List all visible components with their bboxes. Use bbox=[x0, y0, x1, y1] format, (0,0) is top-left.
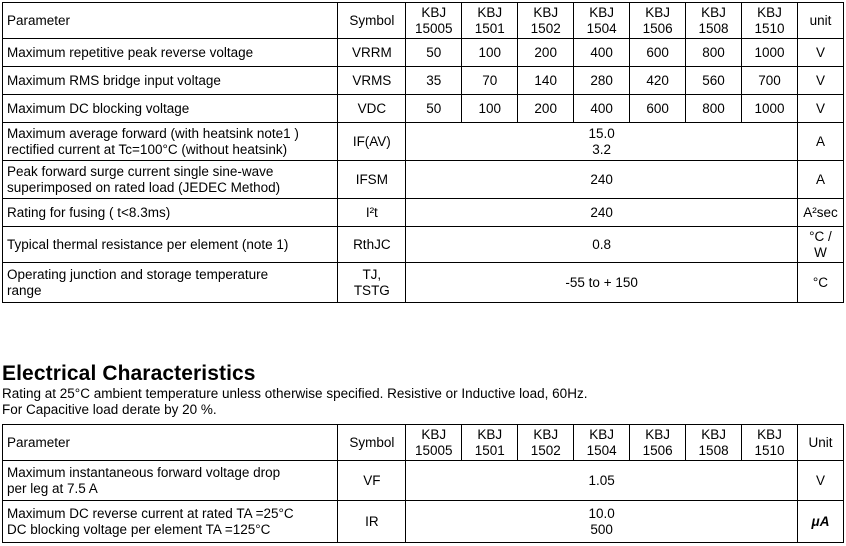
table-row bbox=[3, 123, 844, 161]
symbol-value: IFSM bbox=[338, 161, 406, 199]
header-device-2 bbox=[518, 3, 574, 39]
parameter-line2: per leg at 7.5 A bbox=[7, 480, 98, 496]
parameter-line2: superimposed on rated load (JEDEC Method) bbox=[7, 179, 281, 195]
device-name-line1: KBJ bbox=[701, 5, 726, 20]
parameter-label: Typical thermal resistance per element (note 1) bbox=[3, 227, 338, 263]
unit-value: V bbox=[797, 95, 843, 123]
value-cell: 700 bbox=[742, 67, 798, 95]
device-name-line1: KBJ bbox=[701, 427, 726, 442]
device-name-line2: 1504 bbox=[586, 442, 617, 458]
unit-value: °C / W bbox=[797, 227, 843, 263]
header-symbol: Symbol bbox=[338, 425, 406, 461]
value-cell: 100 bbox=[462, 95, 518, 123]
value-cell: 600 bbox=[630, 39, 686, 67]
device-name-line2: 1506 bbox=[642, 442, 673, 458]
value-cell: 200 bbox=[518, 95, 574, 123]
value-cell: 50 bbox=[406, 95, 462, 123]
value-line2: 3.2 bbox=[592, 141, 612, 157]
device-name-line2: 1506 bbox=[642, 20, 673, 36]
parameter-line1: Maximum DC reverse current at rated TA =25°C bbox=[7, 506, 294, 522]
header-device-5 bbox=[686, 425, 742, 461]
value-cell-merged: 0.8 bbox=[406, 227, 798, 263]
device-name-line1: KBJ bbox=[533, 427, 559, 442]
device-name-line2: 1508 bbox=[698, 442, 729, 458]
parameter-label bbox=[3, 461, 338, 501]
device-name-line1: KBJ bbox=[421, 5, 447, 20]
value-cell-merged: 1.05 bbox=[406, 461, 798, 501]
parameter-label bbox=[3, 161, 338, 199]
value-line2: 500 bbox=[590, 521, 613, 537]
value-cell: 140 bbox=[518, 67, 574, 95]
unit-value: °C bbox=[797, 263, 843, 303]
value-cell-merged bbox=[406, 501, 798, 543]
parameter-line1: Maximum instantaneous forward voltage drop bbox=[7, 465, 281, 481]
table-header-row bbox=[3, 3, 844, 39]
header-device-3 bbox=[574, 3, 630, 39]
unit-value: μA bbox=[798, 501, 844, 543]
parameter-line2: rectified current at Tc=100°C (without heatsink) bbox=[7, 141, 288, 157]
device-name-line1: KBJ bbox=[645, 5, 670, 20]
value-cell: 200 bbox=[518, 39, 574, 67]
value-cell-merged bbox=[406, 123, 798, 161]
header-device-6 bbox=[742, 3, 798, 39]
device-name-line2: 15005 bbox=[415, 442, 453, 458]
header-device-3 bbox=[574, 425, 630, 461]
unit-value: A²sec bbox=[797, 199, 843, 227]
value-cell: 1000 bbox=[742, 95, 798, 123]
device-name-line1: KBJ bbox=[477, 5, 503, 20]
symbol-value: RthJC bbox=[338, 227, 406, 263]
value-cell-merged: 240 bbox=[406, 161, 798, 199]
unit-value: A bbox=[797, 123, 843, 161]
header-parameter: Parameter bbox=[3, 3, 338, 39]
header-parameter: Parameter bbox=[3, 425, 338, 461]
device-name-line2: 1502 bbox=[530, 442, 561, 458]
parameter-label: Rating for fusing ( t<8.3ms) bbox=[3, 199, 338, 227]
parameter-line1: Peak forward surge current single sine-wave bbox=[7, 164, 274, 180]
header-device-0 bbox=[406, 3, 462, 39]
table-row bbox=[3, 501, 844, 543]
value-cell: 420 bbox=[630, 67, 686, 95]
value-cell: 50 bbox=[406, 39, 462, 67]
parameter-line2: DC blocking voltage per element TA =125°C bbox=[7, 521, 271, 537]
table-row bbox=[3, 227, 844, 263]
unit-value: V bbox=[797, 67, 843, 95]
table-row bbox=[3, 161, 844, 199]
device-name-line2: 1501 bbox=[474, 442, 505, 458]
symbol-value: IF(AV) bbox=[338, 123, 406, 161]
header-device-4 bbox=[630, 425, 686, 461]
value-cell: 600 bbox=[630, 95, 686, 123]
header-symbol: Symbol bbox=[338, 3, 406, 39]
section-note-line1: Rating at 25°C ambient temperature unless otherwise specified. Resistive or Inductive load, 60Hz. bbox=[2, 386, 588, 401]
value-cell: 1000 bbox=[742, 39, 798, 67]
device-name-line1: KBJ bbox=[533, 5, 559, 20]
parameter-label bbox=[3, 501, 338, 543]
device-name-line2: 1501 bbox=[474, 20, 505, 36]
electrical-characteristics-table bbox=[2, 424, 844, 543]
value-line1: 10.0 bbox=[588, 506, 615, 522]
value-cell: 400 bbox=[574, 95, 630, 123]
device-name-line2: 1504 bbox=[586, 20, 617, 36]
device-name-line1: KBJ bbox=[757, 5, 782, 20]
value-line1: 15.0 bbox=[588, 126, 615, 142]
device-name-line2: 1508 bbox=[698, 20, 729, 36]
value-cell: 560 bbox=[686, 67, 742, 95]
device-name-line2: 1510 bbox=[754, 20, 785, 36]
header-device-0 bbox=[406, 425, 462, 461]
value-cell-merged: 240 bbox=[406, 199, 798, 227]
value-cell: 280 bbox=[574, 67, 630, 95]
value-cell: 35 bbox=[406, 67, 462, 95]
header-device-4 bbox=[630, 3, 686, 39]
table-row bbox=[3, 67, 844, 95]
value-cell-merged: -55 to + 150 bbox=[406, 263, 798, 303]
value-cell: 100 bbox=[462, 39, 518, 67]
device-name-line1: KBJ bbox=[589, 5, 615, 20]
device-name-line1: KBJ bbox=[757, 427, 782, 442]
device-name-line2: 1510 bbox=[754, 442, 785, 458]
header-device-5 bbox=[686, 3, 742, 39]
unit-value: V bbox=[798, 461, 844, 501]
symbol-line2: TSTG bbox=[353, 282, 390, 298]
parameter-line1: Operating junction and storage temperature bbox=[7, 267, 269, 283]
parameter-label: Maximum RMS bridge input voltage bbox=[3, 67, 338, 95]
symbol-value: IR bbox=[338, 501, 406, 543]
parameter-label bbox=[3, 123, 338, 161]
section-title: Electrical Characteristics bbox=[2, 362, 256, 385]
table-row bbox=[3, 461, 844, 501]
unit-value: A bbox=[797, 161, 843, 199]
header-device-1 bbox=[462, 425, 518, 461]
maximum-ratings-table bbox=[2, 2, 844, 303]
section-note-line2: For Capacitive load derate by 20 %. bbox=[2, 401, 217, 417]
device-name-line1: KBJ bbox=[589, 427, 615, 442]
table-row bbox=[3, 199, 844, 227]
device-name-line1: KBJ bbox=[421, 427, 447, 442]
header-device-6 bbox=[742, 425, 798, 461]
parameter-line1: Maximum average forward (with heatsink note1 ) bbox=[7, 126, 299, 142]
table-row bbox=[3, 39, 844, 67]
parameter-label bbox=[3, 263, 338, 303]
header-unit: Unit bbox=[798, 425, 844, 461]
parameter-line2: range bbox=[7, 282, 42, 298]
symbol-value: VRMS bbox=[338, 67, 406, 95]
header-device-2 bbox=[518, 425, 574, 461]
header-device-1 bbox=[462, 3, 518, 39]
device-name-line2: 15005 bbox=[415, 20, 453, 36]
max-ratings-table-block bbox=[2, 2, 844, 303]
value-cell: 70 bbox=[462, 67, 518, 95]
value-cell: 800 bbox=[686, 39, 742, 67]
electrical-characteristics-table-block bbox=[2, 424, 844, 543]
electrical-characteristics-section bbox=[2, 362, 844, 418]
value-cell: 400 bbox=[574, 39, 630, 67]
symbol-value: VRRM bbox=[338, 39, 406, 67]
table-header-row bbox=[3, 425, 844, 461]
parameter-label: Maximum repetitive peak reverse voltage bbox=[3, 39, 338, 67]
table-row bbox=[3, 95, 844, 123]
symbol-line1: TJ, bbox=[362, 267, 382, 283]
symbol-value bbox=[338, 263, 406, 303]
header-unit: unit bbox=[797, 3, 843, 39]
symbol-value: VDC bbox=[338, 95, 406, 123]
device-name-line1: KBJ bbox=[645, 427, 670, 442]
parameter-label: Maximum DC blocking voltage bbox=[3, 95, 338, 123]
value-cell: 800 bbox=[686, 95, 742, 123]
device-name-line1: KBJ bbox=[477, 427, 503, 442]
device-name-line2: 1502 bbox=[530, 20, 561, 36]
unit-value: V bbox=[797, 39, 843, 67]
symbol-value: VF bbox=[338, 461, 406, 501]
table-row bbox=[3, 263, 844, 303]
symbol-value: I²t bbox=[338, 199, 406, 227]
